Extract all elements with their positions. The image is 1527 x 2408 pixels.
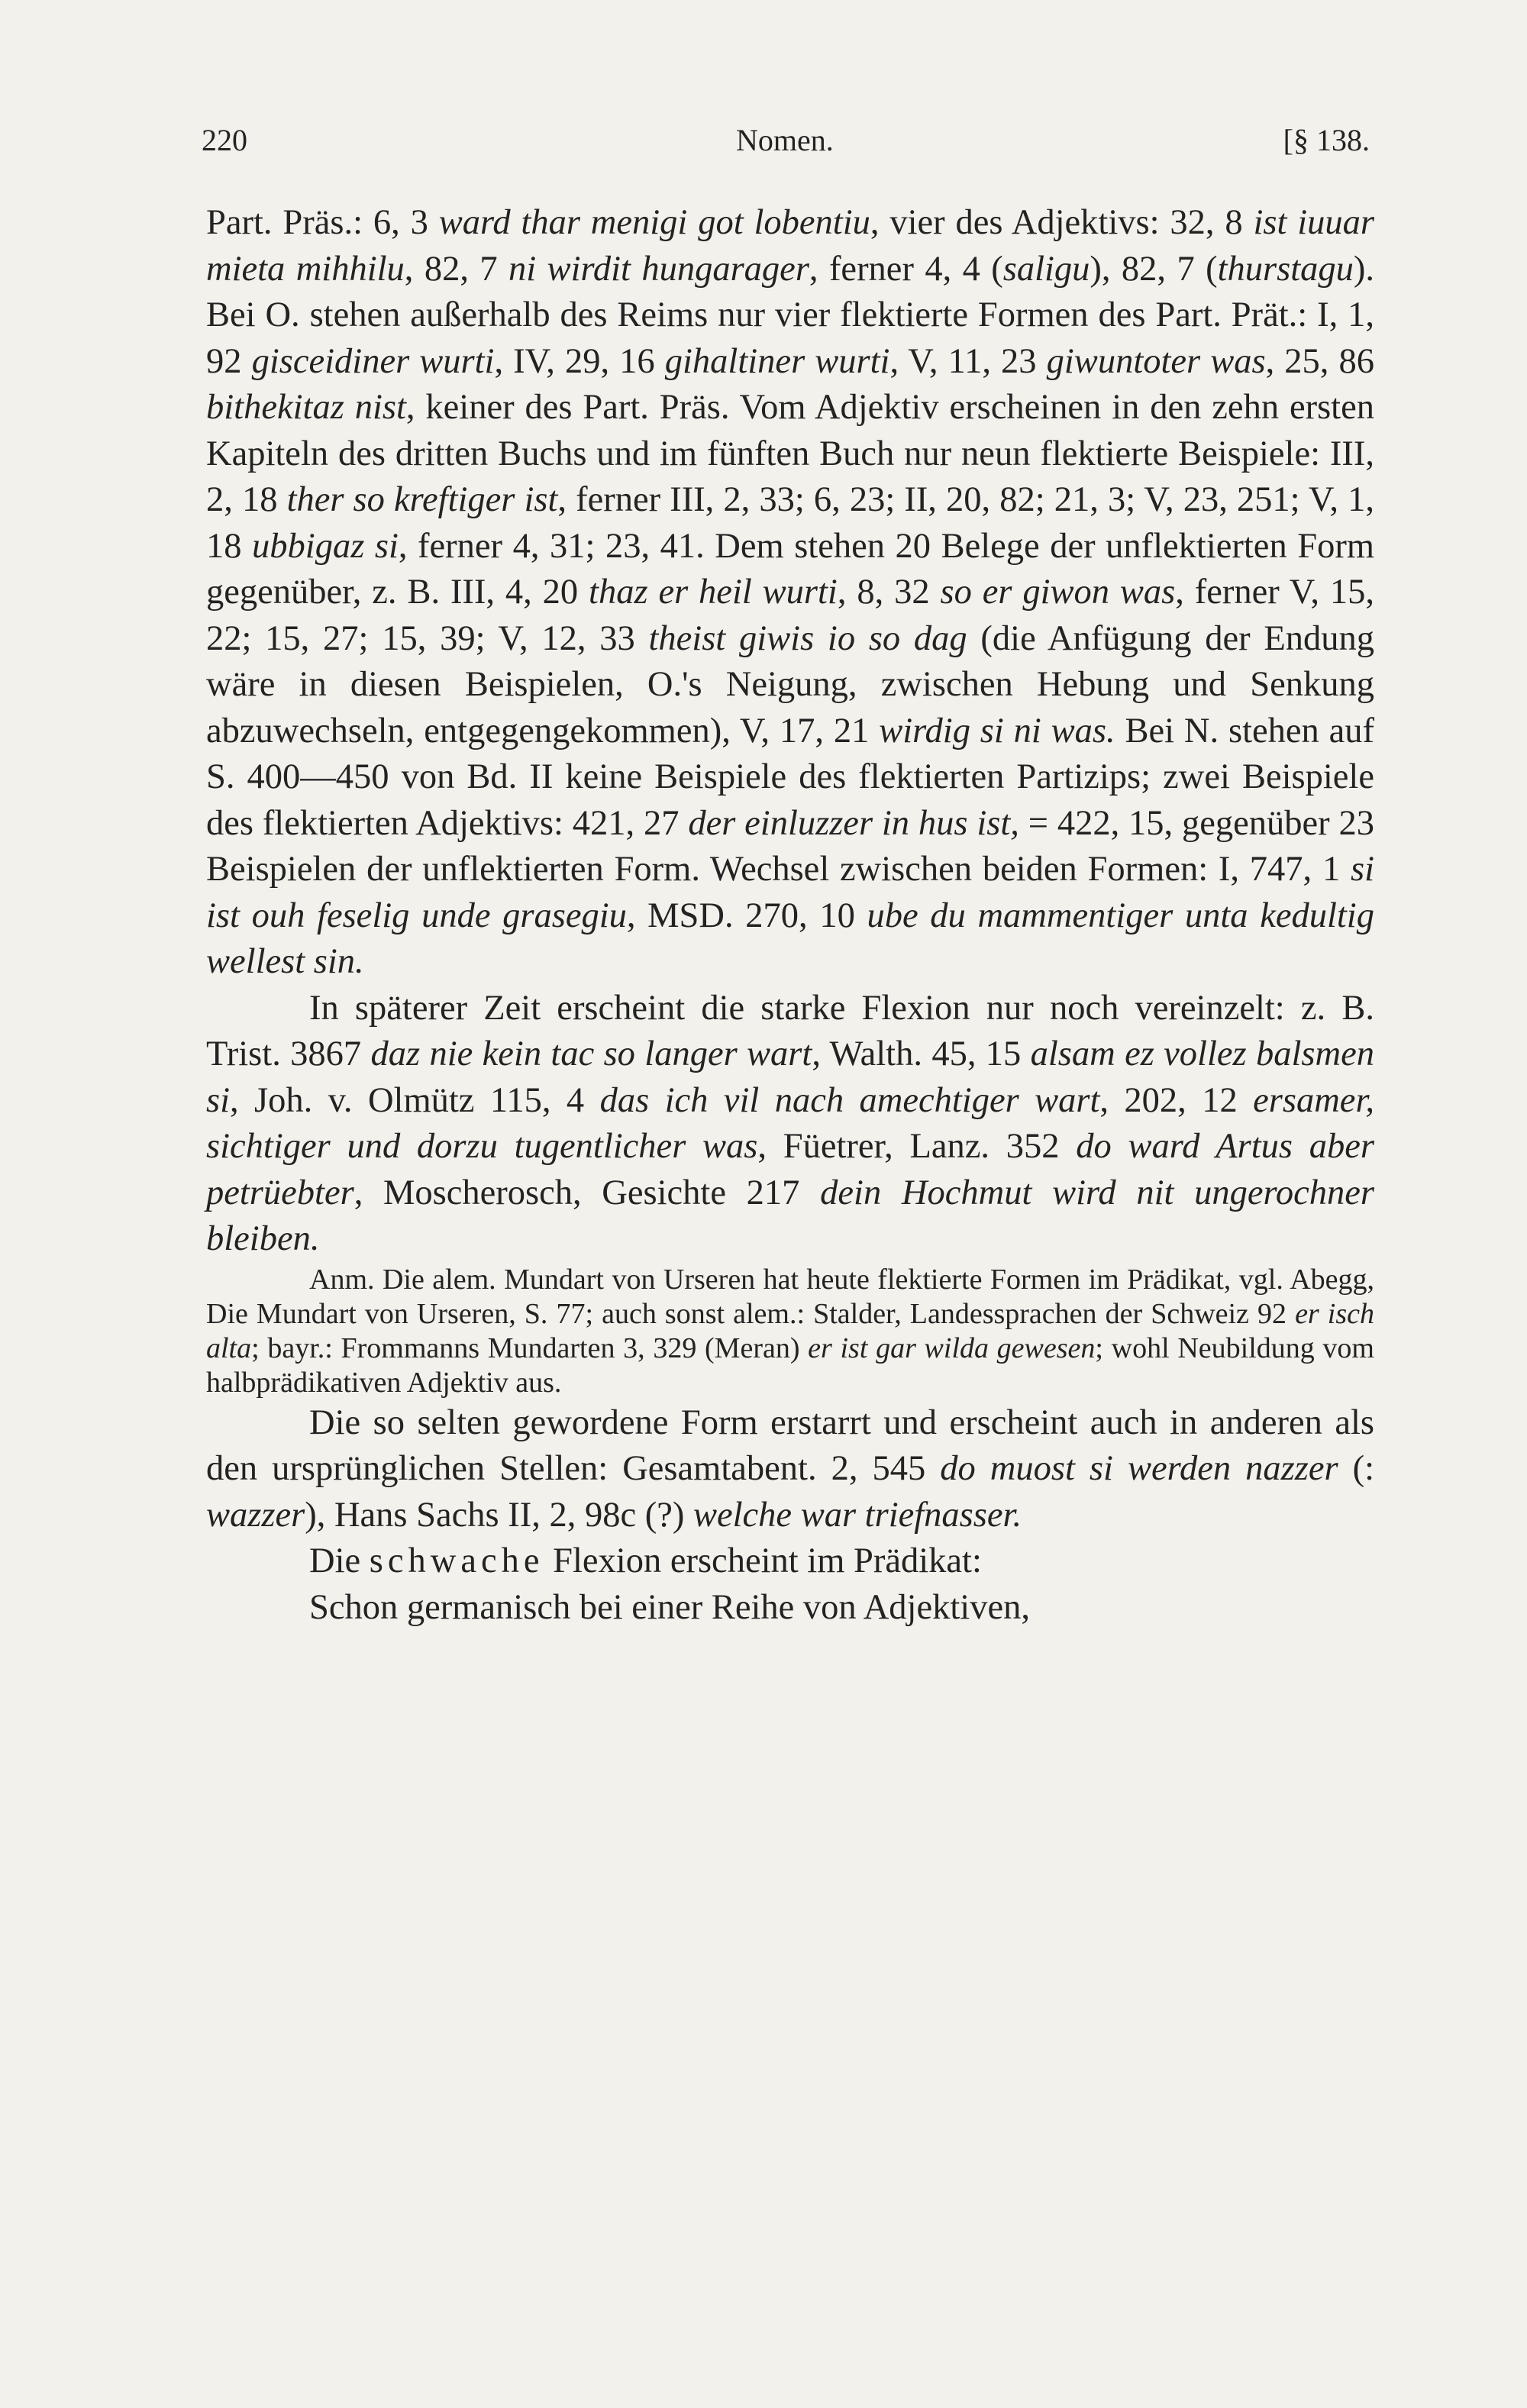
text-run: , ferner V, 15, 22; 15, 27; 15, 39; V, 12, 33: [206, 573, 1374, 658]
paragraph: [206, 1585, 1374, 1632]
text-run: , MSD. 270, 10: [626, 896, 867, 935]
italic-citation: alsam ez vollez balsmen si: [206, 1035, 1374, 1120]
text-run: ). Bei O. stehen außerhalb des Reims nur vier flektierte Formen des Part. Prät.: I, 1, 92: [206, 249, 1374, 381]
paragraph: [206, 1400, 1374, 1539]
italic-citation: thaz er heil wurti: [589, 573, 838, 612]
text-run: Die so selten gewordene Form erstarrt und erscheint auch in anderen als den ursprünglichen Stellen: Gesamtabent. 2, 545: [206, 1403, 1374, 1488]
italic-citation: giwuntoter was: [1046, 341, 1266, 381]
text-run: ), 82, 7 (: [1090, 249, 1218, 289]
text-run: , vier des Adjektivs: 32, 8: [870, 203, 1254, 242]
paragraph: [206, 986, 1374, 1263]
italic-citation: theist giwis io so dag: [648, 618, 967, 658]
text-run: , 82, 7: [404, 249, 508, 289]
italic-citation: saligu: [1002, 249, 1090, 289]
text-run: , ferner 4, 31; 23, 41. Dem stehen 20 Belege der unflektierten Form gegenüber, z. B. III, 4, 20: [206, 526, 1375, 612]
italic-citation: ubbigaz si: [252, 526, 399, 566]
text-run: , ferner III, 2, 33; 6, 23; II, 20, 82; 21, 3; V, 23, 251; V, 1, 18: [206, 480, 1375, 566]
text-run: , 202, 12: [1099, 1080, 1254, 1120]
text-run: Die: [309, 1541, 370, 1580]
italic-citation: do muost si werden nazzer: [940, 1449, 1338, 1488]
italic-citation: der einluzzer in hus ist,: [688, 803, 1019, 843]
text-run: ; bayr.: Frommanns Mundarten 3, 329 (Meran): [251, 1332, 809, 1364]
text-run: ; wohl Neubildung vom halbprädikativen Adjektiv aus.: [206, 1332, 1374, 1399]
text-run: , ferner 4, 4 (: [809, 249, 1003, 289]
spaced-emphasis: schwache: [369, 1541, 544, 1580]
italic-citation: daz nie kein tac so langer wart: [370, 1035, 812, 1073]
italic-citation: ersamer, sichtiger und dorzu tugentlicher was: [206, 1080, 1375, 1166]
italic-citation: ist iuuar mieta mihhilu: [206, 203, 1374, 289]
italic-citation: so er giwon was: [940, 573, 1176, 612]
italic-citation: das ich vil nach amechtiger wart: [599, 1080, 1100, 1120]
text-run: (die Anfügung der Endung wäre in diesen Beispielen, O.'s Neigung, zwischen Hebung und Senkung abzuwechseln, entgegengekommen), V, 17, 21: [206, 618, 1374, 750]
text-run: = 422, 15, gegenüber 23 Beispielen der unflektierten Form. Wechsel zwischen beiden Formen: I, 747, 1: [206, 803, 1374, 889]
italic-citation: si ist ouh feselig unde grasegiu: [206, 850, 1374, 935]
footnote-anmerkung: [206, 1263, 1374, 1400]
text-run: Schon germanisch bei einer Reihe von Adjektiven,: [309, 1587, 1030, 1627]
italic-citation: ward thar menigi got lobentiu: [438, 203, 870, 242]
text-run: , 25, 86: [1265, 341, 1374, 381]
paragraph: [206, 1538, 1374, 1585]
text-run: In späterer Zeit erscheint die starke Flexion nur noch vereinzelt: z. B. Trist. 3867: [206, 988, 1374, 1073]
page-number: 220: [202, 123, 247, 157]
section-number: [§ 138.: [1283, 123, 1370, 157]
text-run: , Walth. 45, 15: [812, 1035, 1031, 1073]
italic-citation: ther so kreftiger ist: [286, 480, 558, 519]
italic-citation: dein Hochmut wird nit ungerochner bleiben.: [206, 1173, 1374, 1258]
text-run: , Füetrer, Lanz. 352: [757, 1127, 1077, 1166]
text-run: , IV, 29, 16: [494, 341, 665, 381]
italic-citation: thurstagu: [1217, 249, 1354, 289]
running-header: [202, 122, 1370, 176]
text-run: Flexion erscheint im Prädikat:: [544, 1541, 982, 1580]
text-run: (:: [1338, 1449, 1374, 1488]
italic-citation: ni wirdit hungarager: [508, 249, 809, 289]
text-run: ), Hans Sachs II, 2, 98c (?): [305, 1495, 693, 1535]
italic-citation: er isch alta: [206, 1297, 1374, 1364]
italic-citation: er ist gar wilda gewesen: [808, 1332, 1096, 1364]
italic-citation: bithekitaz nist: [206, 388, 406, 427]
italic-citation: wirdig si ni was.: [879, 711, 1115, 750]
italic-citation: gisceidiner wurti: [251, 341, 495, 381]
text-run: Anm. Die alem. Mundart von Urseren hat heute flektierte Formen im Prädikat, vgl. Abegg, Die Mundart von Urseren, S. 77; auch sonst alem.: Stalder, Landessprachen der Schweiz 92: [206, 1263, 1374, 1330]
italic-citation: wazzer: [206, 1495, 305, 1535]
text-run: , Joh. v. Olmütz 115, 4: [230, 1080, 600, 1120]
text-run: , Moscherosch, Gesichte 217: [354, 1173, 821, 1212]
text-run: , keiner des Part. Präs. Vom Adjektiv erscheinen in den zehn ersten Kapiteln des dritten Buchs und im fünften Buch nur neun flektierte Beispiele: III, 2, 18: [206, 388, 1374, 519]
text-run: Bei N. stehen auf S. 400—450 von Bd. II keine Beispiele des flektierten Partizips; zwei Beispiele des flektierten Adjektivs: 421, 27: [206, 711, 1374, 843]
text-run: , 8, 32: [837, 573, 941, 612]
running-title: Nomen.: [736, 123, 834, 157]
italic-citation: do ward Artus aber petrüebter: [206, 1127, 1374, 1212]
italic-citation: welche war triefnasser.: [692, 1495, 1022, 1535]
italic-citation: ube du mammentiger unta kedultig wellest sin.: [206, 896, 1374, 981]
italic-citation: gihaltiner wurti: [664, 341, 890, 381]
text-run: , V, 11, 23: [889, 341, 1047, 381]
body-text: [206, 200, 1374, 1631]
text-run: Part. Präs.: 6, 3: [206, 203, 439, 242]
paragraph: [206, 200, 1374, 986]
